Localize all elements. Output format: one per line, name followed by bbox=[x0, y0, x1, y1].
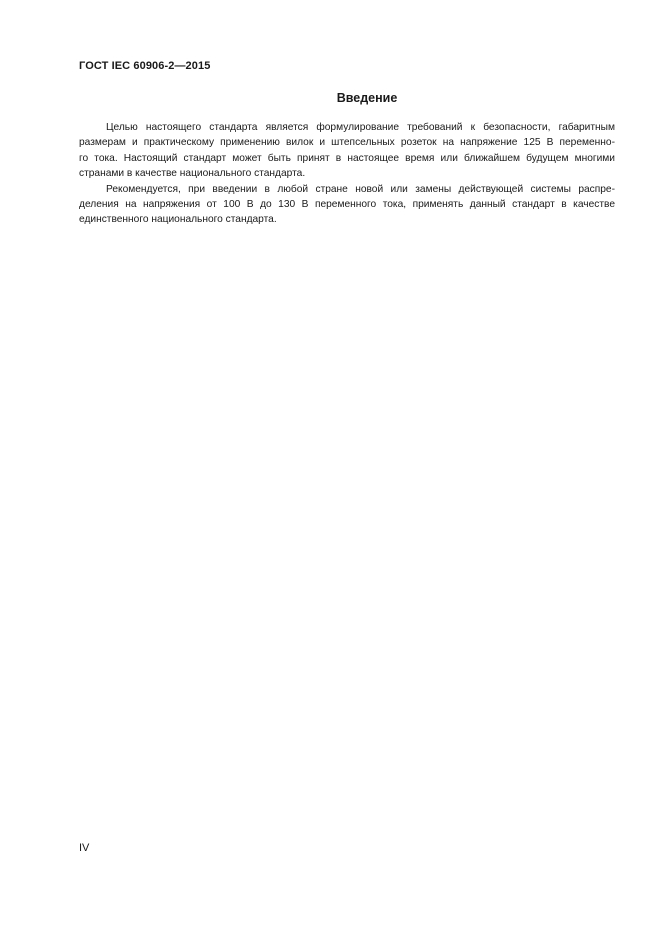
paragraph-2 bbox=[79, 182, 615, 228]
document-header: ГОСТ IEC 60906-2—2015 bbox=[79, 60, 211, 72]
paragraph-line: го тока. Настоящий стандарт может быть принят в настоящее время или ближайшем будущем многими bbox=[79, 152, 615, 164]
body-text bbox=[79, 120, 615, 228]
paragraph-line: Рекомендуется, при введении в любой стране новой или замены действующей системы распре- bbox=[106, 183, 615, 195]
page-number: IV bbox=[79, 842, 90, 854]
paragraph-line: единственного национального стандарта. bbox=[79, 214, 277, 226]
section-title: Введение bbox=[336, 91, 398, 105]
paragraph-line: Целью настоящего стандарта является формулирование требований к безопасности, габаритным bbox=[106, 122, 615, 133]
paragraph-line: странами в качестве национального стандарта. bbox=[79, 168, 306, 180]
paragraph-line: деления на напряжения от 100 В до 130 В переменного тока, применять данный стандарт в качестве bbox=[79, 198, 615, 210]
paragraph-1 bbox=[79, 120, 615, 182]
paragraph-line: размерам и практическому применению вилок и штепсельных розеток на напряжение 125 В переменно- bbox=[79, 137, 615, 149]
